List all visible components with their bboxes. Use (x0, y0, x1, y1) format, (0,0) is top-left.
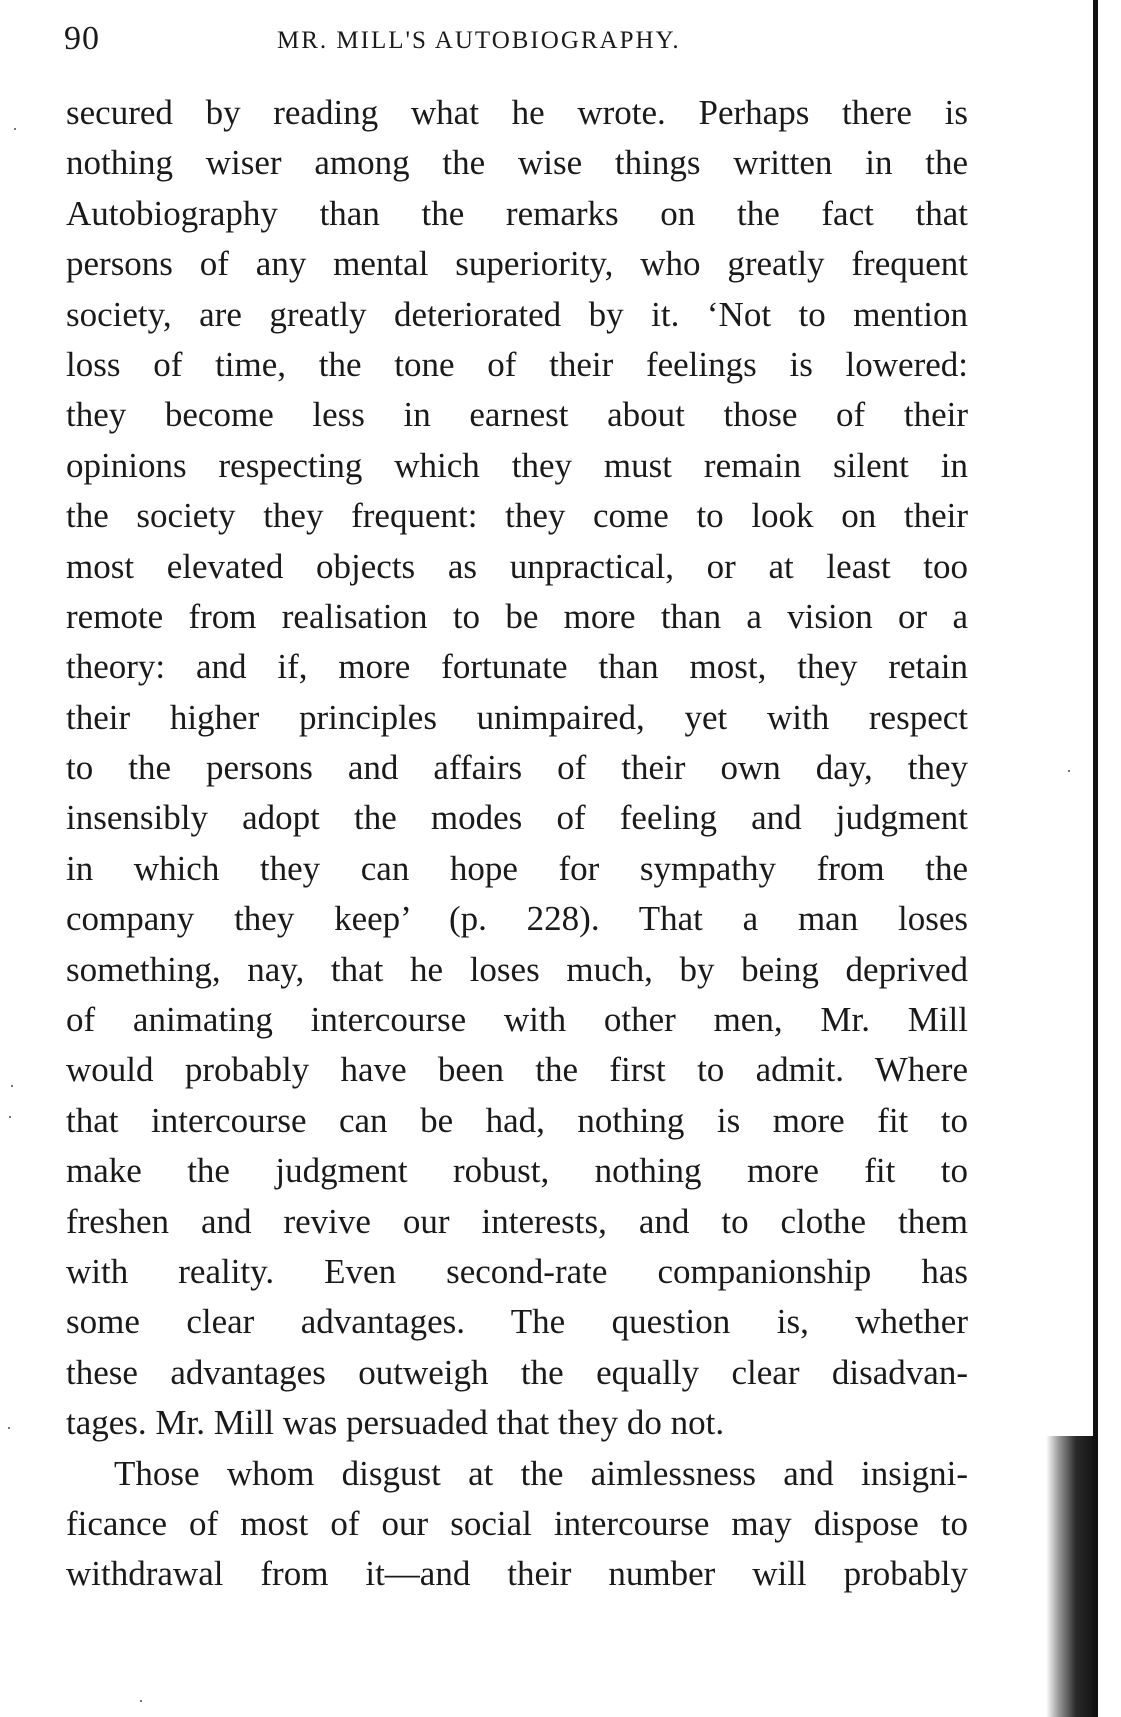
text-line: remote from realisation to be more than a vision or a (66, 596, 968, 636)
text-line: would probably have been the first to admit. Where (66, 1050, 968, 1090)
text-line: Those whom disgust at the aimlessness and insigni- (114, 1453, 968, 1493)
scan-speck (14, 128, 16, 130)
text-line: these advantages outweigh the equally clear disadvan- (66, 1352, 968, 1392)
text-line: persons of any mental superiority, who greatly frequent (66, 244, 968, 284)
running-head (64, 20, 974, 64)
text-line: of animating intercourse with other men, Mr. Mill (66, 1000, 968, 1040)
paragraph-1 (66, 88, 968, 1449)
text-line: opinions respecting which they must remain silent in (66, 445, 968, 485)
binding-edge (1093, 0, 1098, 1717)
text-line: some clear advantages. The question is, whether (66, 1302, 968, 1342)
text-line: make the judgment robust, nothing more fit to (66, 1151, 968, 1191)
text-line: in which they can hope for sympathy from the (66, 848, 968, 888)
running-title: MR. MILL'S AUTOBIOGRAPHY. (277, 27, 681, 54)
paragraph-2 (66, 1449, 968, 1600)
text-line: they become less in earnest about those of their (66, 395, 968, 435)
text-line: company they keep’ (p. 228). That a man loses (66, 899, 968, 939)
scan-speck (8, 1427, 10, 1429)
scan-speck (1068, 770, 1070, 772)
text-line: Autobiography than the remarks on the fact that (66, 193, 968, 233)
text-block (66, 88, 968, 1600)
text-line: freshen and revive our interests, and to clothe them (66, 1201, 968, 1241)
page-number: 90 (64, 20, 100, 57)
text-line: something, nay, that he loses much, by being deprived (66, 949, 968, 989)
text-line: nothing wiser among the wise things written in the (66, 143, 968, 183)
scan-speck (9, 1116, 11, 1118)
text-line: tages. Mr. Mill was persuaded that they do not. (66, 1403, 725, 1443)
text-line: to the persons and affairs of their own day, they (66, 748, 968, 788)
text-line: with reality. Even second-rate companionship has (66, 1251, 968, 1291)
text-line: ficance of most of our social intercourse may dispose to (66, 1503, 968, 1543)
text-line: secured by reading what he wrote. Perhaps there is (66, 93, 968, 132)
text-line: the society they frequent: they come to look on their (66, 496, 968, 536)
text-line: theory: and if, more fortunate than most, they retain (66, 647, 968, 687)
text-line: withdrawal from it—and their number will probably (66, 1554, 968, 1594)
binding-shadow (1046, 1436, 1096, 1717)
text-line: most elevated objects as unpractical, or at least too (66, 546, 968, 586)
text-line: their higher principles unimpaired, yet with respect (66, 697, 968, 737)
text-line: insensibly adopt the modes of feeling and judgment (66, 798, 968, 838)
text-line: loss of time, the tone of their feelings is lowered: (66, 344, 968, 384)
scan-speck (11, 1085, 13, 1087)
text-line: that intercourse can be had, nothing is more fit to (66, 1100, 968, 1140)
text-line: society, are greatly deteriorated by it. ‘Not to mention (66, 294, 968, 334)
scan-speck (140, 1700, 142, 1702)
